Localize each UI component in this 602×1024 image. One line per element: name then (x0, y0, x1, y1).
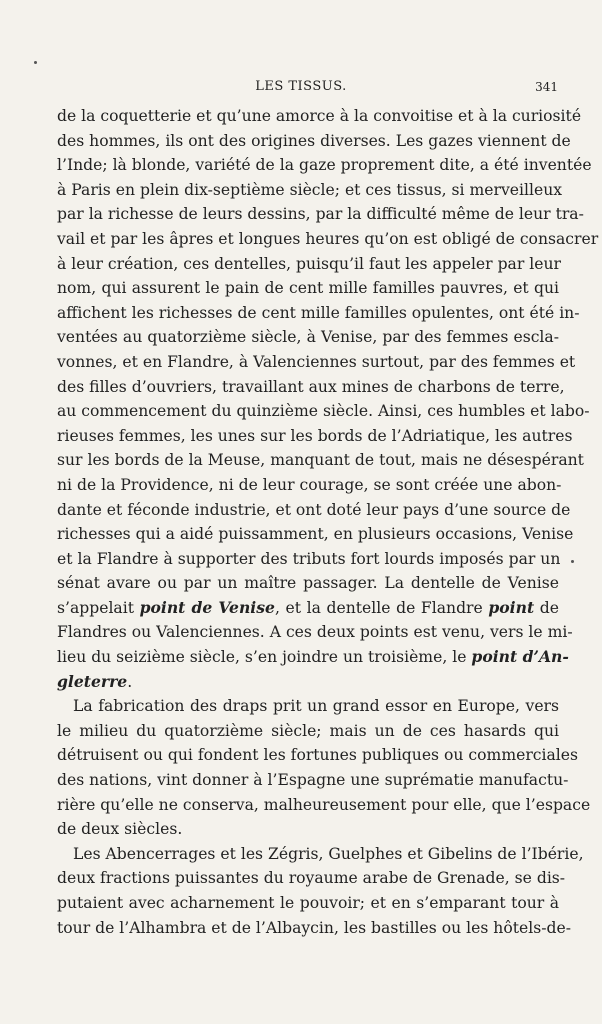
text-line (57, 252, 559, 277)
text-line (57, 743, 579, 768)
text-line (57, 153, 592, 178)
text-line (57, 350, 576, 375)
text-segment: La fabrication des draps prit un grand essor en Europe, vers (73, 697, 559, 716)
paragraph (57, 104, 599, 694)
italic-term: gleterre (57, 671, 128, 691)
text-line (57, 375, 565, 400)
text-line (57, 178, 563, 203)
text-line (57, 399, 590, 424)
text-line (57, 916, 571, 941)
text-line (57, 448, 584, 473)
text-line (57, 547, 559, 572)
text-line (57, 227, 599, 252)
text-line (57, 276, 559, 301)
paragraph (57, 694, 591, 842)
text-segment: affichent les richesses de cent mille familles opulentes, ont été in- (57, 303, 580, 322)
text-line (57, 694, 559, 719)
text-line (57, 768, 569, 793)
text-line (57, 522, 574, 547)
text-segment: l’Inde; là blonde, variété de la gaze proprement dite, a été inventée (57, 156, 592, 175)
page-number: 341 (535, 80, 558, 94)
text-segment: de (534, 598, 559, 617)
text-segment: Les Abencerrages et les Zégris, Guelphes et Gibelins de l’Ibérie, (73, 844, 584, 863)
italic-term: point de Venise (139, 597, 275, 617)
text-segment: deux fractions puissantes du royaume arabe de Grenade, se dis- (57, 869, 566, 888)
text-segment: détruisent ou qui fondent les fortunes publiques ou commerciales (57, 746, 579, 765)
paragraph (57, 842, 584, 940)
text-line (57, 498, 571, 523)
page-header (0, 79, 602, 99)
italic-term: point d’An- (471, 647, 569, 667)
text-line (57, 571, 559, 596)
text-segment: vonnes, et en Flandre, à Valenciennes surtout, par des femmes et (57, 352, 576, 371)
text-line (57, 104, 582, 129)
print-speck (571, 560, 574, 563)
text-segment: sur les bords de la Meuse, manquant de tout, mais ne désespérant (57, 451, 584, 470)
text-segment: et la Flandre à supporter des tributs fort lourds imposés par un (57, 549, 561, 568)
text-segment: des hommes, ils ont des origines diverses. Les gazes viennent de (57, 131, 571, 150)
italic-term: point (488, 597, 535, 617)
text-segment: richesses qui a aidé puissamment, en plusieurs occasions, Venise (57, 525, 574, 544)
text-line (57, 325, 559, 350)
text-line (57, 866, 566, 891)
text-segment: s’appelait (57, 598, 140, 617)
text-line (57, 793, 591, 818)
text-segment: ventées au quatorzième siècle, à Venise, par des femmes escla- (57, 328, 559, 347)
text-line (57, 202, 584, 227)
text-segment: de la coquetterie et qu’une amorce à la convoitise et à la curiosité (57, 107, 582, 125)
text-segment: tour de l’Alhambra et de l’Albaycin, les bastilles ou les hôtels-de- (57, 918, 571, 937)
text-segment: par la richesse de leurs dessins, par la difficulté même de leur tra- (57, 205, 584, 224)
text-line (57, 596, 559, 621)
text-segment: de deux siècles. (57, 820, 183, 839)
text-line (57, 817, 559, 842)
text-segment: au commencement du quinzième siècle. Ainsi, ces humbles et labo- (57, 402, 590, 421)
text-line (57, 670, 559, 695)
print-speck (34, 61, 37, 64)
text-segment: des filles d’ouvriers, travaillant aux mines de charbons de terre, (57, 377, 565, 396)
text-segment: rieuses femmes, les unes sur les bords de l’Adriatique, les autres (57, 426, 573, 445)
text-segment: lieu du seizième siècle, s’en joindre un troisième, le (57, 648, 472, 667)
text-line (57, 620, 573, 645)
text-line (57, 129, 571, 154)
text-segment: . (127, 672, 133, 691)
text-segment: sénat avare ou par un maître passager. La dentelle de Venise (57, 574, 559, 593)
text-line (57, 301, 580, 326)
text-segment: à Paris en plein dix-septième siècle; et ces tissus, si merveilleux (57, 180, 563, 199)
text-line (57, 645, 569, 670)
text-segment: des nations, vint donner à l’Espagne une suprématie manufactu- (57, 771, 569, 790)
text-line (57, 424, 573, 449)
text-line (57, 842, 584, 867)
body-text (57, 104, 599, 940)
text-segment: Flandres ou Valenciennes. A ces deux points est venu, vers le mi- (57, 623, 573, 642)
text-segment: le milieu du quatorzième siècle; mais un de ces hasards qui (57, 721, 559, 740)
text-line (57, 719, 559, 744)
text-segment: nom, qui assurent le pain de cent mille familles pauvres, et qui (57, 279, 559, 298)
text-segment: rière qu’elle ne conserva, malheureusement pour elle, que l’espace (57, 795, 591, 814)
text-line (57, 891, 559, 916)
text-segment: ni de la Providence, ni de leur courage, se sont créée une abon- (57, 475, 562, 494)
text-line (57, 473, 562, 498)
text-segment: vail et par les âpres et longues heures qu’on est obligé de consacrer (57, 229, 599, 248)
running-title: LES TISSUS. (255, 79, 347, 94)
text-segment: dante et féconde industrie, et ont doté leur pays d’une source de (57, 500, 571, 519)
text-segment: à leur création, ces dentelles, puisqu’il faut les appeler par leur (57, 254, 561, 273)
text-segment: putaient avec acharnement le pouvoir; et en s’emparant tour à (57, 894, 559, 912)
text-segment: , et la dentelle de Flandre (274, 598, 489, 617)
